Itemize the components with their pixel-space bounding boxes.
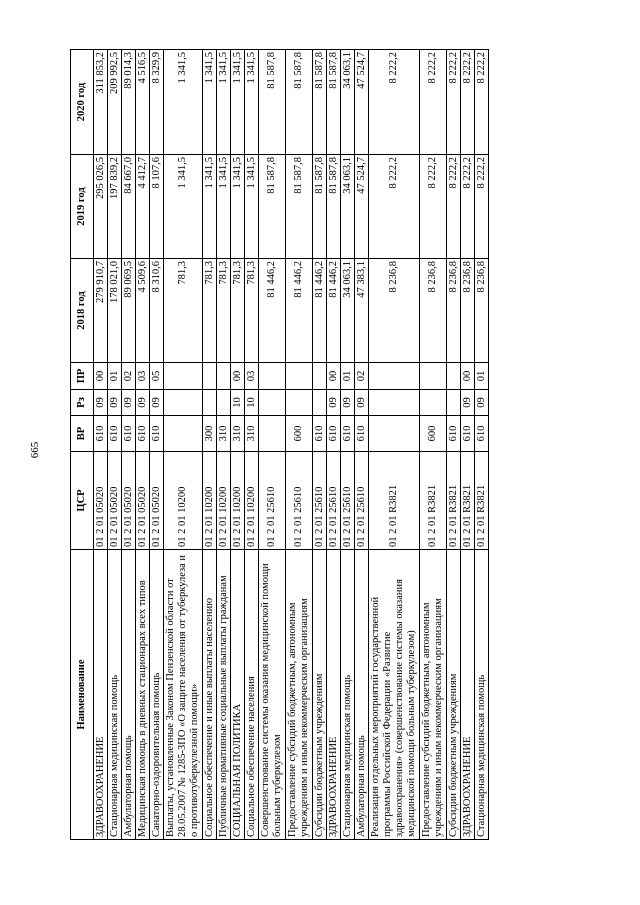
cell-2018: 8 236,8: [475, 259, 489, 363]
cell-2020: 8 222,2: [461, 50, 475, 155]
cell-2018: 8 236,8: [369, 259, 420, 363]
cell-rz: [369, 390, 420, 416]
cell-2020: 1 341,5: [231, 50, 245, 155]
cell-rz: 09: [355, 390, 369, 416]
cell-2018: 81 446,2: [327, 259, 341, 363]
cell-2018: 781,3: [245, 259, 259, 363]
table-row: [259, 50, 286, 840]
cell-name: ЗДРАВООХРАНЕНИЕ: [327, 550, 341, 840]
cell-2018: 8 310,6: [150, 259, 164, 363]
cell-csr: 01 2 01 05020: [136, 452, 150, 550]
cell-csr: 01 2 01 R3821: [475, 452, 489, 550]
cell-rz: [420, 390, 447, 416]
cell-name: Медицинская помощь в дневных стационарах всех типов: [136, 550, 150, 840]
cell-csr: 01 2 01 05020: [150, 452, 164, 550]
cell-csr: 01 2 01 25610: [355, 452, 369, 550]
cell-2018: 81 446,2: [286, 259, 313, 363]
cell-2020: 1 341,5: [245, 50, 259, 155]
cell-2018: 81 446,2: [313, 259, 327, 363]
table-row: [461, 50, 475, 840]
cell-pr: [164, 363, 203, 390]
cell-vr: 310: [245, 416, 259, 452]
cell-pr: [286, 363, 313, 390]
table-row: [164, 50, 203, 840]
header-name: Наименование: [71, 550, 94, 840]
cell-pr: 00: [327, 363, 341, 390]
cell-2020: 4 516,5: [136, 50, 150, 155]
cell-pr: [420, 363, 447, 390]
cell-2020: 311 853,2: [94, 50, 108, 155]
cell-rz: 10: [231, 390, 245, 416]
cell-vr: 610: [150, 416, 164, 452]
cell-2019: 81 587,8: [286, 155, 313, 259]
cell-2019: 1 341,5: [245, 155, 259, 259]
cell-2018: 781,3: [217, 259, 231, 363]
cell-vr: [259, 416, 286, 452]
cell-2020: 1 341,5: [164, 50, 203, 155]
cell-2019: 1 341,5: [164, 155, 203, 259]
cell-csr: 01 2 01 10200: [164, 452, 203, 550]
table-row: [355, 50, 369, 840]
cell-pr: 02: [122, 363, 136, 390]
cell-name: СОЦИАЛЬНАЯ ПОЛИТИКА: [231, 550, 245, 840]
cell-vr: 610: [475, 416, 489, 452]
header-2019: 2019 год: [71, 155, 94, 259]
cell-vr: 610: [122, 416, 136, 452]
cell-2019: 81 587,8: [327, 155, 341, 259]
cell-2019: 8 222,2: [461, 155, 475, 259]
cell-2020: 81 587,8: [313, 50, 327, 155]
table-row: [136, 50, 150, 840]
header-csr: ЦСР: [71, 452, 94, 550]
cell-2019: 1 341,5: [203, 155, 217, 259]
table-row: [313, 50, 327, 840]
cell-vr: 610: [94, 416, 108, 452]
cell-2019: 295 026,5: [94, 155, 108, 259]
cell-vr: 610: [313, 416, 327, 452]
table-row: [94, 50, 108, 840]
budget-table: [70, 49, 489, 840]
cell-2018: 8 236,8: [447, 259, 461, 363]
cell-csr: 01 2 01 10200: [245, 452, 259, 550]
cell-name: Реализация отдельных мероприятий государственной программы Российской Федерации «Развитие здравоохранения» (совершенствование системы оказания медицинской помощи больным туберкулезом): [369, 550, 420, 840]
cell-name: Субсидии бюджетным учреждениям: [313, 550, 327, 840]
cell-rz: 09: [341, 390, 355, 416]
cell-2019: 8 222,2: [475, 155, 489, 259]
cell-2020: 8 222,2: [369, 50, 420, 155]
cell-2020: 81 587,8: [259, 50, 286, 155]
cell-name: Публичные нормативные социальные выплаты гражданам: [217, 550, 231, 840]
table-row: [286, 50, 313, 840]
cell-pr: [203, 363, 217, 390]
cell-rz: 09: [108, 390, 122, 416]
cell-pr: [313, 363, 327, 390]
cell-name: Стационарная медицинская помощь: [108, 550, 122, 840]
cell-pr: 05: [150, 363, 164, 390]
cell-2018: 279 910,7: [94, 259, 108, 363]
cell-vr: [164, 416, 203, 452]
cell-rz: 10: [245, 390, 259, 416]
cell-vr: 300: [203, 416, 217, 452]
cell-pr: 03: [245, 363, 259, 390]
cell-2019: 1 341,5: [231, 155, 245, 259]
cell-2020: 8 222,2: [475, 50, 489, 155]
cell-name: Субсидии бюджетным учреждениям: [447, 550, 461, 840]
cell-csr: 01 2 01 R3821: [461, 452, 475, 550]
cell-2018: 89 069,5: [122, 259, 136, 363]
cell-vr: 610: [327, 416, 341, 452]
cell-2020: 34 063,1: [341, 50, 355, 155]
header-rz: Рз: [71, 390, 94, 416]
cell-csr: 01 2 01 10200: [203, 452, 217, 550]
cell-2018: 8 236,8: [461, 259, 475, 363]
cell-csr: 01 2 01 25610: [286, 452, 313, 550]
cell-vr: 600: [420, 416, 447, 452]
cell-pr: [369, 363, 420, 390]
table-row: [245, 50, 259, 840]
cell-pr: [259, 363, 286, 390]
table-row: [420, 50, 447, 840]
cell-vr: 610: [355, 416, 369, 452]
cell-2019: 84 667,0: [122, 155, 136, 259]
rotated-table-container: [70, 50, 555, 840]
cell-pr: 02: [355, 363, 369, 390]
cell-name: Амбулаторная помощь: [122, 550, 136, 840]
cell-pr: 00: [231, 363, 245, 390]
cell-vr: 600: [286, 416, 313, 452]
table-row: [475, 50, 489, 840]
table-row: [231, 50, 245, 840]
cell-name: Санаторно-оздоровительная помощь: [150, 550, 164, 840]
table-row: [447, 50, 461, 840]
cell-rz: 09: [94, 390, 108, 416]
cell-rz: [259, 390, 286, 416]
cell-pr: 01: [341, 363, 355, 390]
cell-vr: 610: [341, 416, 355, 452]
cell-vr: 310: [231, 416, 245, 452]
table-row: [108, 50, 122, 840]
cell-vr: 610: [136, 416, 150, 452]
table-row: [150, 50, 164, 840]
cell-2018: 781,3: [164, 259, 203, 363]
cell-2020: 209 992,5: [108, 50, 122, 155]
cell-vr: 610: [108, 416, 122, 452]
cell-2020: 81 587,8: [286, 50, 313, 155]
cell-2019: 8 222,2: [447, 155, 461, 259]
cell-rz: 09: [461, 390, 475, 416]
cell-rz: [286, 390, 313, 416]
cell-pr: 00: [94, 363, 108, 390]
cell-2018: 34 063,1: [341, 259, 355, 363]
cell-name: Социальное обеспечение и иные выплаты населению: [203, 550, 217, 840]
cell-2020: 1 341,5: [203, 50, 217, 155]
cell-vr: [369, 416, 420, 452]
table-row: [122, 50, 136, 840]
cell-2020: 8 222,2: [420, 50, 447, 155]
cell-2018: 178 021,0: [108, 259, 122, 363]
table-row: [217, 50, 231, 840]
table-row: [203, 50, 217, 840]
table-row: [327, 50, 341, 840]
cell-rz: [447, 390, 461, 416]
header-2018: 2018 год: [71, 259, 94, 363]
cell-rz: 09: [475, 390, 489, 416]
cell-2020: 89 014,3: [122, 50, 136, 155]
cell-csr: 01 2 01 R3821: [447, 452, 461, 550]
cell-2019: 81 587,8: [313, 155, 327, 259]
cell-rz: 09: [150, 390, 164, 416]
cell-name: Совершенствование системы оказания медицинской помощи больным туберкулезом: [259, 550, 286, 840]
header-2020: 2020 год: [71, 50, 94, 155]
header-row: [71, 50, 94, 840]
cell-name: Амбулаторная помощь: [355, 550, 369, 840]
cell-csr: 01 2 01 05020: [122, 452, 136, 550]
cell-pr: 03: [136, 363, 150, 390]
cell-2020: 47 524,7: [355, 50, 369, 155]
cell-csr: 01 2 01 25610: [259, 452, 286, 550]
cell-pr: 01: [108, 363, 122, 390]
cell-2019: 197 839,2: [108, 155, 122, 259]
cell-name: ЗДРАВООХРАНЕНИЕ: [461, 550, 475, 840]
cell-csr: 01 2 01 05020: [108, 452, 122, 550]
cell-pr: 00: [461, 363, 475, 390]
cell-csr: 01 2 01 05020: [94, 452, 108, 550]
cell-name: Предоставление субсидий бюджетным, автономным учреждениям и иным некоммерческим организациям: [420, 550, 447, 840]
cell-csr: 01 2 01 R3821: [420, 452, 447, 550]
cell-rz: [217, 390, 231, 416]
cell-2019: 8 222,2: [369, 155, 420, 259]
cell-2019: 4 412,7: [136, 155, 150, 259]
cell-2018: 781,3: [231, 259, 245, 363]
cell-name: Стационарная медицинская помощь: [341, 550, 355, 840]
cell-name: Социальное обеспечение населения: [245, 550, 259, 840]
page-number: 665: [29, 441, 41, 459]
cell-name: Предоставление субсидий бюджетным, автономным учреждениям и иным некоммерческим организациям: [286, 550, 313, 840]
cell-name: ЗДРАВООХРАНЕНИЕ: [94, 550, 108, 840]
cell-2018: 81 446,2: [259, 259, 286, 363]
cell-vr: 610: [461, 416, 475, 452]
cell-2019: 81 587,8: [259, 155, 286, 259]
cell-rz: 09: [122, 390, 136, 416]
cell-rz: [203, 390, 217, 416]
cell-csr: 01 2 01 25610: [327, 452, 341, 550]
cell-csr: 01 2 01 R3821: [369, 452, 420, 550]
cell-name: Стационарная медицинская помощь: [475, 550, 489, 840]
cell-2019: 1 341,5: [217, 155, 231, 259]
cell-2019: 8 222,2: [420, 155, 447, 259]
cell-csr: 01 2 01 25610: [341, 452, 355, 550]
table-row: [341, 50, 355, 840]
cell-2018: 781,3: [203, 259, 217, 363]
cell-csr: 01 2 01 10200: [231, 452, 245, 550]
cell-2018: 8 236,8: [420, 259, 447, 363]
cell-2019: 8 107,6: [150, 155, 164, 259]
cell-2019: 47 524,7: [355, 155, 369, 259]
cell-vr: 310: [217, 416, 231, 452]
cell-2020: 8 329,9: [150, 50, 164, 155]
header-vr: ВР: [71, 416, 94, 452]
cell-csr: 01 2 01 10200: [217, 452, 231, 550]
cell-2020: 81 587,8: [327, 50, 341, 155]
cell-pr: 01: [475, 363, 489, 390]
cell-2019: 34 063,1: [341, 155, 355, 259]
cell-2018: 4 509,6: [136, 259, 150, 363]
cell-2020: 8 222,2: [447, 50, 461, 155]
cell-pr: [217, 363, 231, 390]
cell-name: Выплаты, установленные Законом Пензенской области от 28.05.2007 № 1285-ЗПО «О защите населения от туберкулеза и о противотуберкулезной помощи»: [164, 550, 203, 840]
cell-2018: 47 383,1: [355, 259, 369, 363]
cell-rz: 09: [327, 390, 341, 416]
cell-csr: 01 2 01 25610: [313, 452, 327, 550]
table-row: [369, 50, 420, 840]
cell-rz: 09: [136, 390, 150, 416]
cell-rz: [164, 390, 203, 416]
header-pr: ПР: [71, 363, 94, 390]
cell-pr: [447, 363, 461, 390]
cell-2020: 1 341,5: [217, 50, 231, 155]
cell-rz: [313, 390, 327, 416]
cell-vr: 610: [447, 416, 461, 452]
